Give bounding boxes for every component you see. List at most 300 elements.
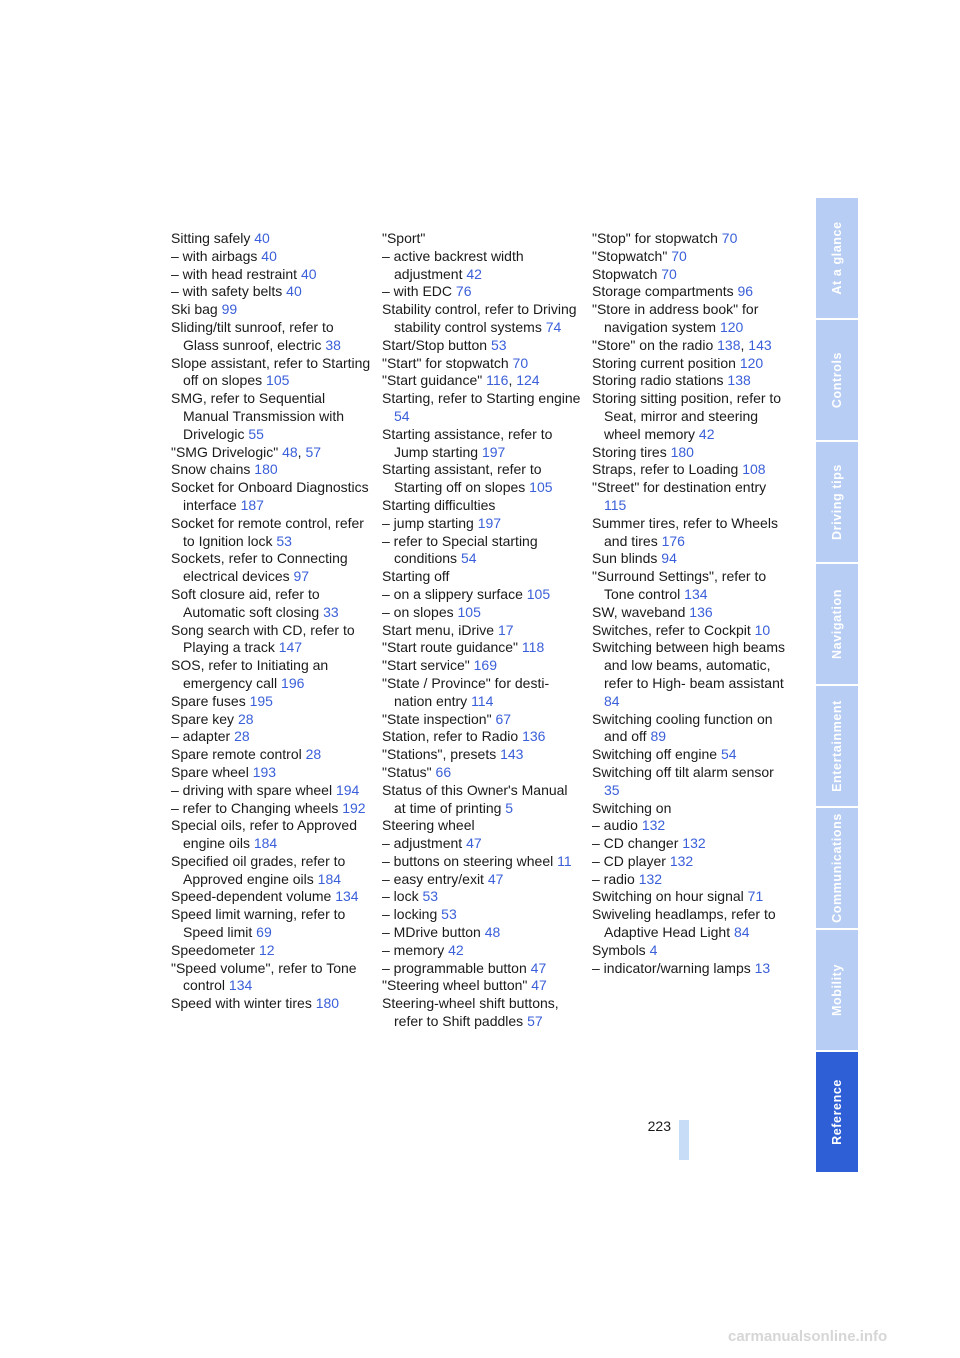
tab-label: Reference [830, 1079, 844, 1145]
index-entry [382, 230, 582, 248]
page-link[interactable]: 53 [490, 336, 507, 353]
index-entry [592, 746, 792, 764]
page-link[interactable]: 192 [342, 799, 366, 816]
index-entry-text: "SMG Drivelogic" [171, 443, 279, 460]
index-entry [382, 942, 582, 960]
page-link[interactable]: 55 [248, 425, 264, 442]
page-link[interactable]: 54 [460, 550, 477, 567]
index-entry-text: – active backrest width adjustment [382, 247, 524, 282]
page-link[interactable]: 69 [256, 924, 272, 941]
index-entry-text: Stopwatch [592, 265, 658, 282]
index-entry [382, 782, 582, 818]
index-entry: "Store" on the radio 138, 143 [592, 336, 772, 353]
index-entry-text: "Store" on the radio [592, 336, 714, 353]
index-entry [171, 248, 371, 266]
index-entry-text: Storing tires [592, 443, 667, 460]
index-entry-text: Starting assistant, refer to Starting off on slopes [382, 461, 542, 496]
index-entry-text: – CD player [592, 852, 666, 869]
index-entry-text: Special oils, refer to Approved engine oils [171, 817, 357, 852]
index-entry [171, 355, 371, 391]
tab-label: At a glance [830, 221, 844, 295]
tab-entertainment[interactable] [816, 686, 858, 806]
index-entry-text: Switching off engine [592, 746, 718, 763]
page-link[interactable]: 118 [521, 639, 545, 656]
page-link[interactable]: 97 [293, 568, 310, 585]
index-entry-text: – adapter [171, 728, 231, 745]
page-link[interactable]: 124 [516, 372, 540, 389]
page-link[interactable]: 84 [733, 924, 750, 941]
tab-label: Driving tips [830, 464, 844, 540]
index-entry-text: Specified oil grades, refer to Approved engine oils [171, 852, 346, 887]
index-entry [592, 888, 792, 906]
index-entry [592, 283, 792, 301]
index-entry-text: – refer to Special starting conditions [382, 532, 538, 567]
index-entry [382, 764, 582, 782]
index-entry [592, 301, 792, 337]
index-entry-text: Spare key [171, 710, 235, 727]
index-entry [171, 764, 371, 782]
page-link[interactable]: 42 [448, 941, 464, 958]
page-link[interactable]: 132 [669, 852, 694, 869]
page-link[interactable]: 12 [258, 941, 275, 958]
page-link[interactable]: 96 [737, 283, 754, 300]
index-entry [171, 230, 371, 248]
index-entry-text: Socket for Onboard Diagnostics interface [171, 479, 369, 513]
index-entry [171, 728, 371, 746]
index-entry-text: Slope assistant, refer to Starting off on slopes [171, 354, 371, 389]
index-entry-text: SMG, refer to Sequential Manual Transmission with Drivelogic [171, 390, 345, 442]
page-link[interactable]: 195 [249, 692, 273, 709]
page-link[interactable]: 13 [754, 959, 771, 976]
index-entry [382, 337, 582, 355]
index-entry-text: "Stopwatch" [592, 247, 668, 264]
index-entry [171, 746, 371, 764]
index-entry [382, 728, 582, 746]
index-entry [171, 586, 371, 622]
page-link[interactable]: 71 [747, 888, 764, 905]
index-column-2 [382, 230, 582, 1031]
page-link[interactable]: 115 [604, 496, 627, 513]
index-entry [171, 515, 371, 551]
index-entry-text: – driving with spare wheel [171, 781, 333, 798]
index-entry [382, 888, 582, 906]
index-entry-text: Switching on [592, 799, 672, 816]
index-entry-text: "Store in address book" for navigation system [592, 301, 759, 335]
index-entry-text: – with head restraint [171, 265, 298, 282]
index-entry-text: "Surround Settings", refer to Tone control [592, 568, 767, 602]
index-entry [592, 390, 792, 443]
page-link[interactable]: 70 [671, 247, 687, 264]
index-entry-text: "Stations", presets [382, 746, 497, 763]
page-link[interactable]: 136 [689, 603, 713, 620]
index-entry [592, 871, 792, 889]
page-link[interactable]: 67 [495, 710, 512, 727]
page-link[interactable]: 28 [237, 710, 254, 727]
index-entry [592, 372, 792, 390]
index-entry [382, 675, 582, 711]
tab-label: Mobility [830, 963, 844, 1017]
page-link[interactable]: 47 [531, 977, 547, 994]
index-entry [171, 817, 371, 853]
index-entry [592, 479, 792, 515]
page-link[interactable]: 143 [748, 336, 772, 353]
index-entry [171, 711, 371, 729]
index-entry-text: "Start guidance" [382, 372, 483, 389]
page-link[interactable]: 57 [527, 1013, 543, 1030]
index-entry [171, 622, 371, 658]
index-entry-text: – MDrive button [382, 924, 481, 941]
index-entry [592, 444, 792, 462]
page-link[interactable]: 180 [670, 443, 694, 460]
page-link[interactable]: 76 [455, 283, 472, 300]
index-entry: "Start guidance" 116, 124 [382, 372, 540, 389]
page-link[interactable]: 147 [278, 639, 303, 656]
index-entry-text: – memory [382, 941, 445, 958]
index-entry [171, 390, 371, 443]
index-entry-text: Stability control, refer to Driving stability control systems [382, 301, 577, 335]
page-link[interactable]: 10 [754, 621, 771, 638]
index-entry-text: – audio [592, 817, 638, 834]
index-entry-text: Spare remote control [171, 746, 302, 763]
index-entry-text: – buttons on steering wheel [382, 852, 554, 869]
index-entry-text: – refer to Changing wheels [171, 799, 339, 816]
index-entry-text: Switches, refer to Cockpit [592, 621, 751, 638]
index-entry-text: SOS, refer to Initiating an emergency call [171, 657, 329, 691]
tab-communications[interactable] [816, 808, 858, 928]
index-entry-text: "State / Province" for desti- nation entry [382, 674, 550, 709]
index-entry [382, 995, 582, 1031]
index-entry-text: "Start route guidance" [382, 639, 519, 656]
index-entry-text: Speed limit warning, refer to Speed limit [171, 906, 346, 941]
index-entry [592, 550, 792, 568]
index-entry-text: Sliding/tilt sunroof, refer to Glass sunroof, electric [171, 318, 334, 353]
index-entry-text: – on a slippery surface [382, 585, 523, 602]
index-entry-text: Status of this Owner's Manual at time of printing [382, 781, 568, 816]
index-entry-text: Straps, refer to Loading [592, 461, 739, 478]
index-entry [382, 853, 582, 871]
page-link[interactable]: 99 [221, 301, 238, 318]
index-entry [382, 355, 582, 373]
section-tabs [816, 198, 858, 1174]
page-link[interactable]: 66 [435, 763, 452, 780]
page-link[interactable]: 108 [742, 461, 766, 478]
index-entry-text: "Start service" [382, 657, 470, 674]
index-entry-text: Storing sitting position, refer to Seat, mirror and steering wheel memory [592, 390, 782, 442]
index-entry [382, 906, 582, 924]
page-number: 223 [647, 1118, 671, 1134]
index-column-3 [592, 230, 792, 977]
index-entry-text: Speed with winter tires [171, 995, 312, 1012]
index-entry [592, 515, 792, 551]
page-link[interactable]: 38 [325, 336, 341, 353]
index-entry-text: – adjustment [382, 835, 463, 852]
index-entry [592, 817, 792, 835]
index-entry-text: Sitting safely [171, 230, 251, 246]
index-entry-text: Switching off tilt alarm sensor [592, 763, 774, 780]
page-link[interactable]: 134 [335, 888, 359, 905]
index-entry [171, 782, 371, 800]
index-entry [382, 657, 582, 675]
page-link[interactable]: 42 [466, 265, 482, 282]
index-entry [592, 461, 792, 479]
page-link[interactable]: 136 [522, 728, 546, 745]
page-link[interactable]: 28 [234, 728, 250, 745]
page-link[interactable]: 70 [661, 265, 677, 282]
index-entry [382, 817, 582, 835]
index-entry-text: Switching on hour signal [592, 888, 744, 905]
index-entry [592, 800, 792, 818]
page-link[interactable]: 120 [719, 318, 744, 335]
index-entry [382, 924, 582, 942]
footer-watermark: carmanualsonline.info [728, 1328, 888, 1345]
index-entry [171, 283, 371, 301]
index-entry [382, 515, 582, 533]
index-entry-text: – with airbags [171, 247, 258, 264]
page-link[interactable]: 40 [261, 247, 277, 264]
index-entry [382, 835, 582, 853]
index-entry-text: Sun blinds [592, 550, 658, 567]
page-link[interactable]: 47 [466, 835, 482, 852]
page-link[interactable]: 193 [252, 763, 277, 780]
page-link[interactable]: 132 [641, 817, 666, 834]
index-entry-text: Starting, refer to Starting engine [382, 390, 581, 407]
index-entry-text: Steering-wheel shift buttons, refer to Shift paddles [382, 995, 559, 1030]
page-link[interactable]: 176 [661, 532, 685, 549]
index-entry-text: Swiveling headlamps, refer to Adaptive Head Light [592, 906, 776, 941]
page-link[interactable]: 47 [487, 870, 504, 887]
index-entry [171, 960, 371, 996]
page-link[interactable]: 138 [717, 336, 741, 353]
index-entry-text: Starting difficulties [382, 496, 496, 513]
index-entry [171, 657, 371, 693]
index-entry [382, 960, 582, 978]
index-entry [382, 533, 582, 569]
index-entry-text: Symbols [592, 941, 646, 958]
tab-at-a-glance[interactable] [816, 198, 858, 318]
index-entry [382, 497, 582, 515]
index-entry-text: "Steering wheel button" [382, 977, 528, 994]
index-entry [171, 995, 371, 1013]
index-entry-text: Switching cooling function on and off [592, 710, 773, 745]
page-link[interactable]: 53 [276, 532, 292, 549]
index-entry-text: Start/Stop button [382, 336, 488, 353]
page-link[interactable]: 40 [254, 230, 270, 246]
tab-label: Navigation [830, 589, 844, 659]
page-link[interactable]: 70 [512, 354, 529, 371]
index-entry [592, 639, 792, 710]
tab-controls[interactable] [816, 320, 858, 440]
index-entry-text: Starting assistance, refer to Jump starting [382, 425, 553, 460]
page-link[interactable]: 132 [682, 835, 706, 852]
page-link[interactable]: 105 [266, 372, 290, 389]
tab-mobility[interactable] [816, 930, 858, 1050]
index-entry-text: – on slopes [382, 603, 454, 620]
page-link[interactable]: 40 [300, 265, 317, 282]
page-link[interactable]: 4 [649, 941, 658, 958]
index-entry [382, 977, 582, 995]
page-link[interactable]: 28 [305, 746, 322, 763]
page-link[interactable]: 184 [253, 835, 278, 852]
index-entry-text: Storing radio stations [592, 372, 724, 389]
page-link[interactable]: 84 [604, 692, 620, 709]
page-link[interactable]: 180 [254, 461, 278, 478]
page-link[interactable]: 197 [481, 443, 506, 460]
tab-navigation[interactable] [816, 564, 858, 684]
page-link[interactable]: 180 [315, 995, 340, 1012]
page-link[interactable]: 143 [500, 746, 524, 763]
index-entry-text: Switching between high beams and low beams, automatic, refer to High- beam assistant [592, 639, 786, 691]
page-link[interactable]: 114 [471, 692, 494, 709]
page-link[interactable]: 89 [650, 728, 667, 745]
page-link[interactable]: 184 [317, 870, 342, 887]
page-link[interactable]: 48 [282, 443, 298, 460]
page-link[interactable]: 11 [557, 852, 572, 869]
page-link[interactable]: 138 [727, 372, 751, 389]
index-entry-text: Song search with CD, refer to Playing a track [171, 621, 355, 656]
page-link[interactable]: 42 [698, 425, 715, 442]
index-entry-text: Storage compartments [592, 283, 734, 300]
tab-driving-tips[interactable] [816, 442, 858, 562]
index-entry-text: "Street" for destination entry [592, 479, 767, 496]
tab-label: Entertainment [830, 700, 844, 792]
page-link[interactable]: 40 [286, 283, 302, 300]
index-entry [382, 604, 582, 622]
index-entry-text: Soft closure aid, refer to Automatic soft closing [171, 585, 320, 620]
index-column-1 [171, 230, 371, 1013]
index-entry-text: Starting off [382, 568, 450, 585]
index-entry: "SMG Drivelogic" 48, 57 [171, 443, 322, 460]
index-entry-text: "Stop" for stopwatch [592, 230, 718, 246]
index-entry-text: "Sport" [382, 230, 426, 246]
index-entry [592, 568, 792, 604]
index-entry-text: Spare fuses [171, 692, 246, 709]
index-entry [171, 266, 371, 284]
index-entry [592, 906, 792, 942]
page-link[interactable]: 169 [473, 657, 497, 674]
page-link[interactable]: 53 [422, 888, 439, 905]
index-entry-text: – lock [382, 888, 419, 905]
page-link[interactable]: 94 [661, 550, 677, 567]
index-entry [592, 960, 792, 978]
index-entry [382, 426, 582, 462]
page-link[interactable]: 53 [441, 906, 457, 923]
index-entry-text: SW, waveband [592, 603, 686, 620]
page-link[interactable]: 196 [281, 674, 305, 691]
index-entry [592, 942, 792, 960]
index-entry-text: – indicator/warning lamps [592, 959, 751, 976]
index-entry-text: "Start" for stopwatch [382, 354, 509, 371]
page-link[interactable]: 35 [604, 781, 620, 798]
index-entry-text: "State inspection" [382, 710, 492, 727]
index-entry-text: Summer tires, refer to Wheels and tires [592, 514, 778, 549]
page-link[interactable]: 194 [335, 781, 360, 798]
index-entry [382, 248, 582, 284]
page-link[interactable]: 74 [545, 318, 562, 335]
index-entry-text: – jump starting [382, 514, 474, 531]
index-entry [592, 248, 792, 266]
index-entry [382, 301, 582, 337]
page-link[interactable]: 187 [240, 496, 264, 513]
index-entry [592, 355, 792, 373]
index-entry [592, 266, 792, 284]
index-entry [171, 853, 371, 889]
index-entry [592, 835, 792, 853]
page-link[interactable]: 54 [720, 746, 737, 763]
index-entry-text: Ski bag [171, 301, 218, 318]
tab-label: Controls [830, 351, 844, 409]
index-entry-text: – locking [382, 906, 438, 923]
index-entry-text: Snow chains [171, 461, 251, 478]
page-link[interactable]: 134 [684, 585, 708, 602]
index-entry-text: Speed-dependent volume [171, 888, 332, 905]
page-link[interactable]: 54 [394, 407, 410, 424]
page-link[interactable]: 132 [638, 870, 663, 887]
index-entry [382, 711, 582, 729]
index-entry [171, 301, 371, 319]
index-entry-text: Steering wheel [382, 817, 475, 834]
index-entry-text: – radio [592, 870, 635, 887]
index-entry [171, 550, 371, 586]
index-entry [592, 711, 792, 747]
index-entry-text: Speedometer [171, 941, 256, 958]
index-entry [592, 604, 792, 622]
page-link[interactable]: 57 [305, 443, 322, 460]
index-entry-text: – CD changer [592, 835, 679, 852]
page-link[interactable]: 17 [497, 621, 514, 638]
page-link[interactable]: 116 [486, 372, 509, 389]
page-link[interactable]: 47 [530, 959, 547, 976]
index-entry-text: Sockets, refer to Connecting electrical devices [171, 550, 348, 585]
index-entry-text: – programmable button [382, 959, 527, 976]
page-link[interactable]: 48 [484, 924, 501, 941]
index-entry [171, 906, 371, 942]
index-entry-text: – easy entry/exit [382, 870, 484, 887]
index-entry-text: "Speed volume", refer to Tone control [171, 959, 357, 994]
index-entry [592, 230, 792, 248]
index-entry-text: Spare wheel [171, 763, 249, 780]
index-entry [382, 461, 582, 497]
tab-label: Communications [830, 813, 844, 923]
index-entry [382, 622, 582, 640]
page-link[interactable]: 120 [739, 354, 764, 371]
page-link[interactable]: 197 [477, 514, 502, 531]
index-entry [592, 764, 792, 800]
index-entry [171, 319, 371, 355]
page-link[interactable]: 33 [323, 603, 339, 620]
tab-reference[interactable] [816, 1052, 858, 1172]
index-entry [592, 853, 792, 871]
page-link[interactable]: 105 [526, 585, 551, 602]
index-entry [171, 479, 371, 515]
index-entry [382, 586, 582, 604]
index-entry [171, 942, 371, 960]
index-entry-text: – with EDC [382, 283, 453, 300]
index-entry-text: Station, refer to Radio [382, 728, 519, 745]
index-entry [171, 800, 371, 818]
page-number-bar [679, 1120, 689, 1160]
index-entry [592, 622, 792, 640]
page-link[interactable]: 105 [529, 479, 553, 496]
index-entry [382, 283, 582, 301]
page-link[interactable]: 134 [228, 977, 253, 994]
index-entry [382, 746, 582, 764]
index-entry [382, 639, 582, 657]
index-entry-text: – with safety belts [171, 283, 283, 300]
index-entry [171, 693, 371, 711]
page-link[interactable]: 5 [505, 799, 514, 816]
page-link[interactable]: 70 [721, 230, 738, 246]
page-link[interactable]: 105 [457, 603, 481, 620]
